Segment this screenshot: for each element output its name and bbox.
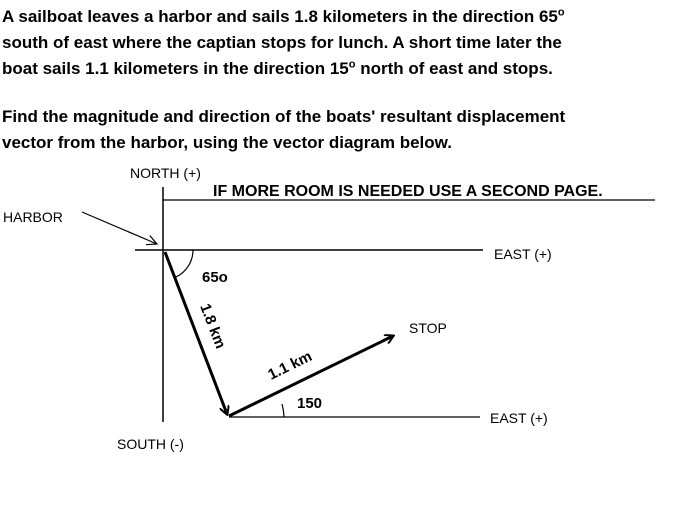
problem-line-4: Find the magnitude and direction of the boats' resultant displacement: [2, 107, 566, 126]
vector-1-label: 1.8 km: [196, 301, 229, 352]
angle-label-65: 65o: [202, 269, 228, 286]
stop-label: STOP: [409, 320, 447, 336]
angle-label-15: 150: [297, 395, 323, 412]
harbor-label: HARBOR: [3, 209, 63, 225]
angle-arc-15: [282, 404, 284, 417]
south-label: SOUTH (-): [117, 436, 184, 452]
problem-line-3: boat sails 1.1 kilometers in the direction 15$^o$ north of east and stops.: [2, 58, 553, 78]
problem-line-5: vector from the harbor, using the vector diagram below.: [2, 133, 452, 152]
vector-2-label: 1.1 km: [265, 347, 315, 384]
east-label-top: EAST (+): [494, 246, 552, 262]
east-label-bottom: EAST (+): [490, 410, 548, 426]
problem-line-1: A sailboat leaves a harbor and sails 1.8 kilometers in the direction 65$^o$: [2, 6, 565, 26]
second-page-note: IF MORE ROOM IS NEEDED USE A SECOND PAGE.: [213, 183, 603, 200]
north-label: NORTH (+): [130, 165, 201, 181]
problem-line-2: south of east where the captian stops for lunch. A short time later the: [2, 33, 562, 52]
harbor-pointer-arrow: [82, 212, 157, 244]
angle-arc-65: [176, 250, 193, 277]
